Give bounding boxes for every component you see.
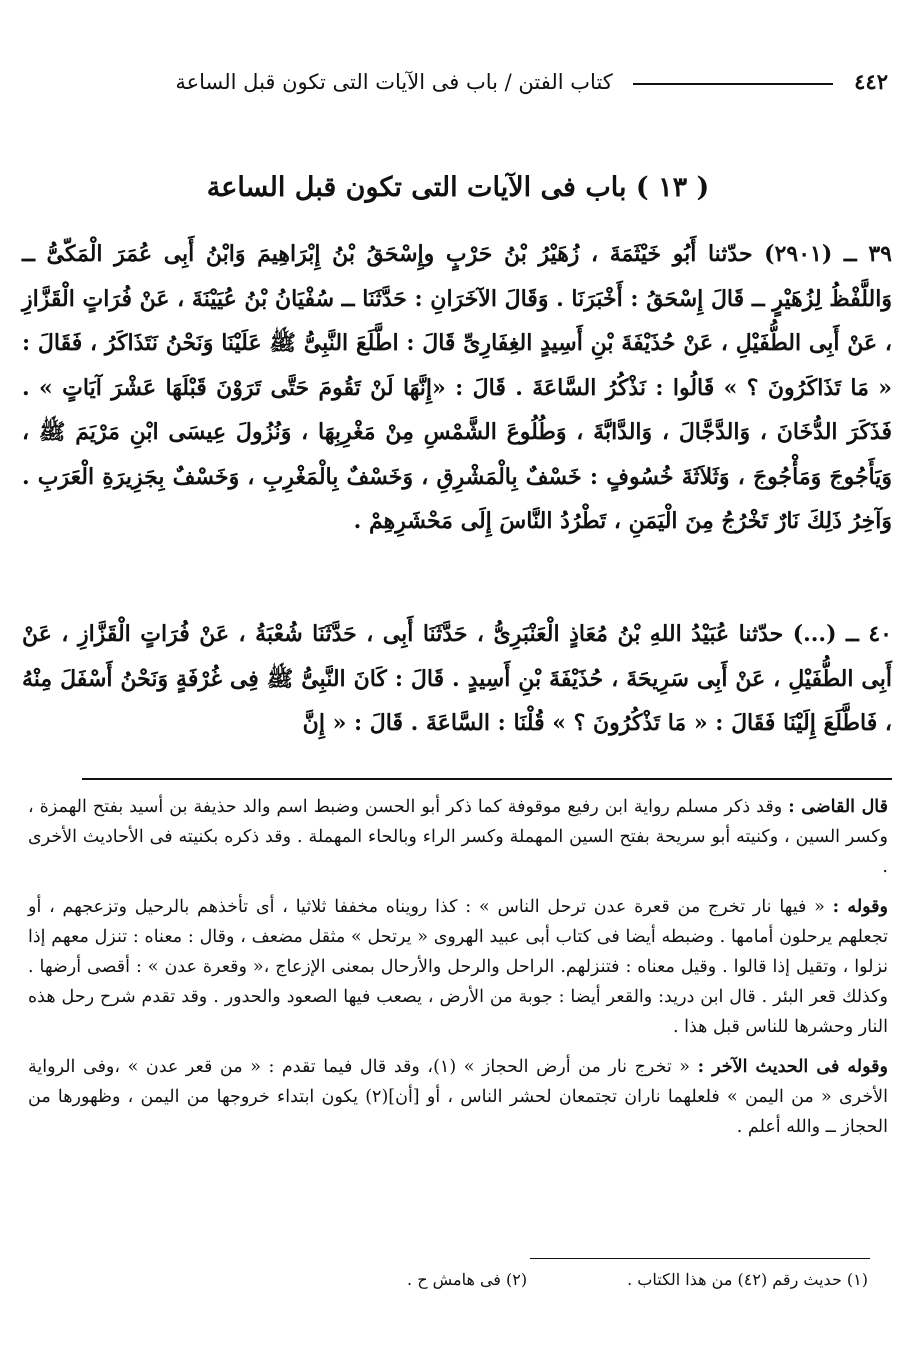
commentary-paragraph bbox=[28, 792, 888, 882]
commentary-text: « فيها نار تخرج من قعرة عدن ترحل الناس » : كذا رويناه مخففا ثلاثيا ، أى تأخذهم بالرحيل وتزعجهم ، أو تجعلهم يرحلون أمامها . وضبطه أيضا فى كتاب أبى عبيد الهروى « يرتحل » مثقل مضعف ، وقال : معناه : تنزل معهم إذا نزلوا ، وتقيل إذا قالوا . وقيل معناه : فتنزلهم. الراحل والرحل والأرحال بمعنى الإزعاج ،« وقعرة عدن » : أقصى أرضها . وكذلك قعر البئر . قال ابن دريد: والقعر أيضا : جوبة من الأرض ، يصعب فيها الصعود والحدور . وقد تقدم شرح رحل هذه النار وحشرها للناس قبل هذا . bbox=[28, 897, 888, 1037]
commentary-paragraph bbox=[28, 1052, 888, 1142]
hadith-39: ٣٩ ــ (٢٩٠١) حدّثنا أَبُو خَيْثَمَةَ ، زُهَيْرُ بْنُ حَرْبٍ وإِسْحَقُ بْنُ إِبْرَاهِيمَ وَابْنُ أَبِى عُمَرَ الْمَكّىُّ ــ وَاللَّفْظُ لِزُهَيْرٍ ــ قَالَ إِسْحَقُ : أَخْبَرَنَا . وَقَالَ الآخَرَانِ : حَدَّثَنَا ــ سُفْيَانُ بْنُ عُيَيْنَةَ ، عَنْ فُرَاتٍ الْقَزَّازِ ، عَنْ أَبِى الطُّفَيْلِ ، عَنْ حُذَيْفَةَ بْنِ أَسِيدٍ الغِفَارِىِّ قَالَ : اطَّلَعَ النَّبِىُّ ﷺ عَلَيْنَا وَنَحْنُ نَتَذَاكَرُ ، فَقَالَ : « مَا تَذَاكَرُونَ ؟ » قَالُوا : نَذْكُرُ السَّاعَةَ . قَالَ : «إِنَّهَا لَنْ تَقُومَ حَتَّى تَرَوْنَ قَبْلَهَا عَشْرَ آيَاتٍ » . فَذَكَرَ الدُّخَانَ ، وَالدَّجَّالَ ، وَالدَّابَّةَ ، وَطُلُوعَ الشَّمْسِ مِنْ مَغْرِبِهَا ، وَنُزُولَ عِيسَى ابْنِ مَرْيَمَ ﷺ ، وَيَأَجُوجَ وَمَأْجُوجَ ، وَثَلاَثَةَ خُسُوفٍ : خَسْفٌ بِالْمَشْرِقِ ، وَخَسْفٌ بِالْمَغْرِبِ ، وَخَسْفٌ بِجَزِيرَةِ الْعَرَبِ . وَآخِرُ ذَلِكَ نَارٌ تَخْرُجُ مِنَ الْيَمَنِ ، تَطْرُدُ النَّاسَ إِلَى مَحْشَرِهِمْ . bbox=[22, 241, 892, 534]
footnotes bbox=[150, 1270, 868, 1289]
commentary-lead: وقوله : bbox=[832, 897, 889, 917]
footnote-divider bbox=[530, 1258, 870, 1259]
commentary-text: « تخرج نار من أرض الحجاز » (١)، وقد قال فيما تقدم : « من قعر عدن » ،وفى الرواية الأخرى « من اليمن » فلعلهما ناران تجتمعان لحشر الناس ، أو [أن](٢) يكون ابتداء خروجها من اليمن ، وظهورها من الحجاز ــ والله أعلم . bbox=[28, 1057, 888, 1137]
footnote-2: (٢) فى هامش ح . bbox=[407, 1270, 528, 1289]
commentary-lead: وقوله فى الحديث الآخر : bbox=[697, 1057, 888, 1077]
header-rule bbox=[633, 83, 833, 85]
chapter-title: ( ١٣ ) باب فى الآيات التى تكون قبل الساعة bbox=[206, 172, 710, 203]
commentary-text: وقد ذكر مسلم رواية ابن رفيع موقوفة كما ذكر أبو الحسن وضبط اسم والد حذيفة بن أسيد بفتح الهمزة ، وكسر السين ، وكنيته أبو سريحة بفتح السين المهملة وكسر الراء وبالحاء المهملة . وقد ذكره بكنيته فى الأحاديث الأخرى . bbox=[28, 797, 888, 877]
header-line bbox=[28, 62, 888, 102]
running-title: كتاب الفتن / باب فى الآيات التى تكون قبل الساعة bbox=[175, 70, 613, 94]
hadith-40: ٤٠ ــ (...) حدّثنا عُبَيْدُ اللهِ بْنُ مُعَاذٍ الْعَنْبَرِىُّ ، حَدَّثَنَا أَبِى ، حَدَّثَنَا شُعْبَةُ ، عَنْ فُرَاتٍ الْقَزَّازِ ، عَنْ أَبِى الطُّفَيْلِ ، عَنْ أَبِى سَرِيحَةَ ، حُذَيْفَةَ بْنِ أَسِيدٍ . قَالَ : كَانَ النَّبِىُّ ﷺ فِى غُرْفَةٍ وَنَحْنُ أَسْفَلَ مِنْهُ ، فَاطَّلَعَ إِلَيْنَا فَقَالَ : « مَا تَذْكُرُونَ ؟ » قُلْنَا : السَّاعَةَ . قَالَ : « إِنَّ bbox=[22, 621, 892, 736]
running-header bbox=[28, 62, 888, 102]
footnote-1: (١) حديث رقم (٤٢) من هذا الكتاب . bbox=[627, 1270, 868, 1289]
commentary bbox=[28, 792, 888, 1152]
page-number: ٤٤٢ bbox=[854, 69, 888, 94]
commentary-lead: قال القاضى : bbox=[788, 797, 888, 817]
commentary-divider bbox=[82, 778, 892, 780]
commentary-paragraph bbox=[28, 892, 888, 1042]
